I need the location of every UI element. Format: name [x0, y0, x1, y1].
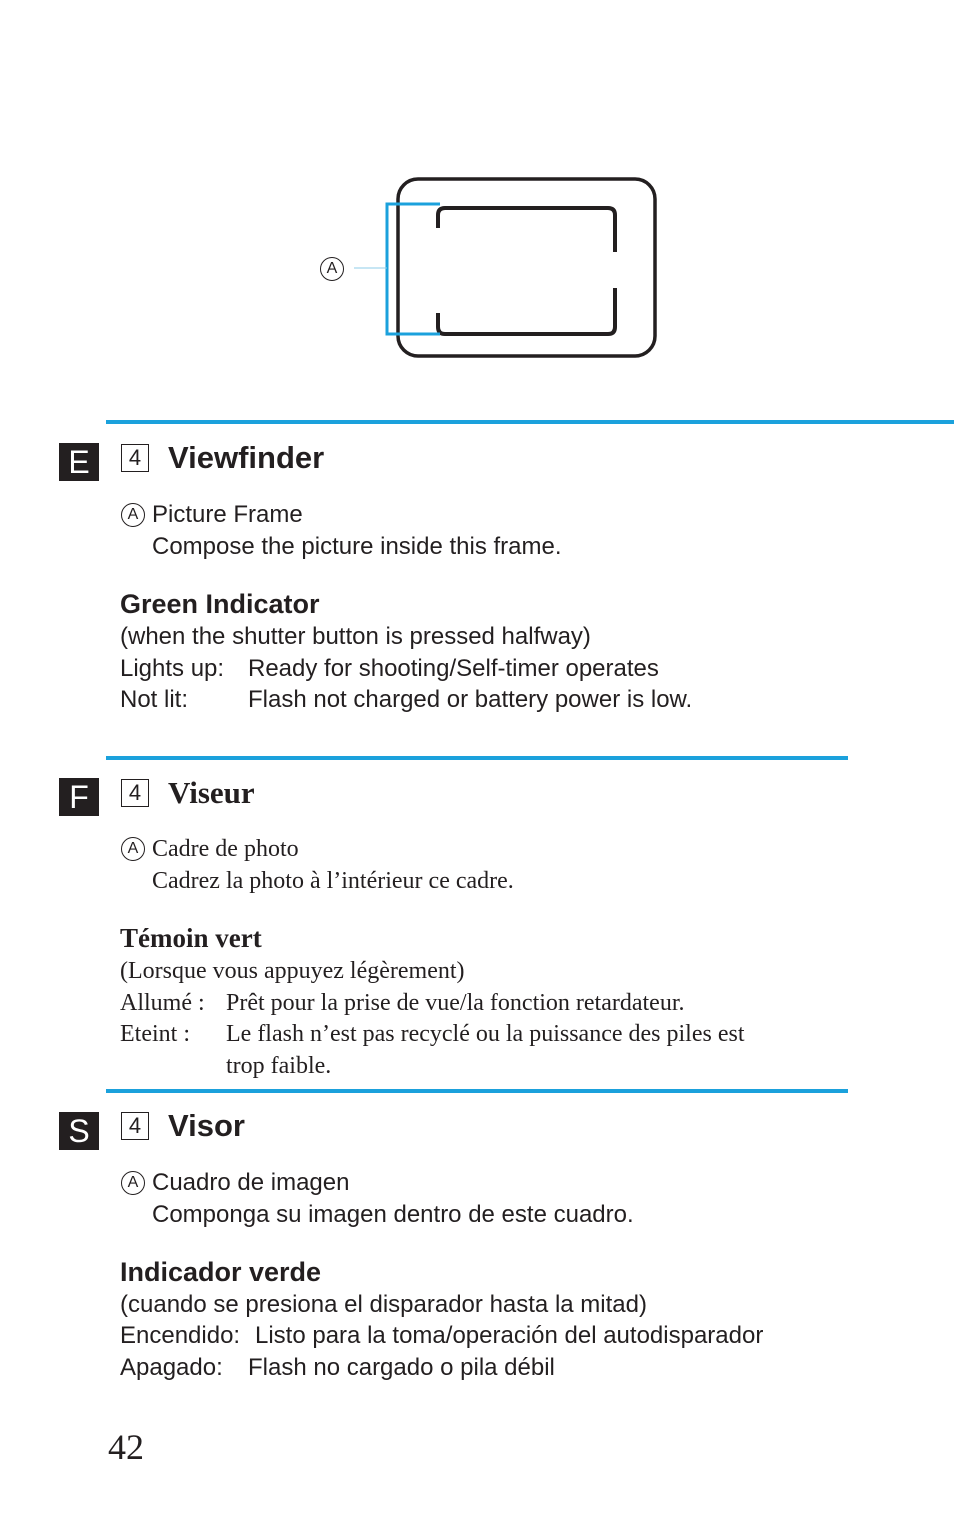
- callout-a-marker: A: [320, 257, 344, 281]
- condition-text: (Lorsque vous appuyez légèrement): [120, 958, 465, 984]
- status-label-lit: Lights up:: [120, 655, 225, 682]
- section-divider: [106, 1089, 848, 1093]
- section-divider: [106, 756, 848, 760]
- section-title: Viewfinder: [168, 440, 325, 475]
- language-tag-french: F: [59, 778, 99, 816]
- viewfinder-frame-illustration: [340, 170, 670, 370]
- condition-text: (when the shutter button is pressed halfway): [120, 623, 591, 650]
- subsection-title: Green Indicator: [120, 589, 320, 619]
- item-description: Componga su imagen dentro de este cuadro.: [152, 1201, 634, 1228]
- section-number-box: 4: [121, 1112, 149, 1140]
- section-title: Visor: [168, 1108, 245, 1143]
- item-marker-a: A: [121, 837, 145, 861]
- item-label: Cuadro de imagen: [152, 1169, 350, 1196]
- subsection-title: Indicador verde: [120, 1257, 322, 1287]
- status-text-unlit: Flash no cargado o pila débil: [248, 1354, 555, 1381]
- item-description: Compose the picture inside this frame.: [152, 533, 562, 560]
- status-text-unlit-continued: trop faible.: [226, 1053, 332, 1079]
- status-label-lit: Allumé :: [120, 990, 205, 1016]
- language-tag-english: E: [59, 443, 99, 481]
- status-text-unlit: Le flash n’est pas recyclé ou la puissance des piles est: [226, 1021, 745, 1047]
- subsection-title: Témoin vert: [120, 923, 262, 953]
- item-label: Picture Frame: [152, 501, 303, 528]
- status-text-lit: Prêt pour la prise de vue/la fonction retardateur.: [226, 990, 685, 1016]
- status-text-unlit: Flash not charged or battery power is low.: [248, 686, 693, 713]
- item-marker-a: A: [121, 1171, 145, 1195]
- section-divider: [106, 420, 954, 424]
- status-text-lit: Ready for shooting/Self-timer operates: [248, 655, 659, 682]
- status-label-unlit: Eteint :: [120, 1021, 190, 1047]
- section-number-box: 4: [121, 779, 149, 807]
- section-number-box: 4: [121, 444, 149, 472]
- page-number: 42: [108, 1427, 144, 1467]
- status-label-unlit: Not lit:: [120, 686, 189, 713]
- status-label-unlit: Apagado:: [120, 1354, 223, 1381]
- item-marker-a: A: [121, 503, 145, 527]
- section-title: Viseur: [168, 775, 255, 810]
- item-label: Cadre de photo: [152, 836, 299, 862]
- language-tag-spanish: S: [59, 1112, 99, 1150]
- item-description: Cadrez la photo à l’intérieur ce cadre.: [152, 868, 514, 894]
- status-text-lit: Listo para la toma/operación del autodisparador: [255, 1322, 764, 1349]
- status-label-lit: Encendido:: [120, 1322, 241, 1349]
- condition-text: (cuando se presiona el disparador hasta la mitad): [120, 1291, 647, 1318]
